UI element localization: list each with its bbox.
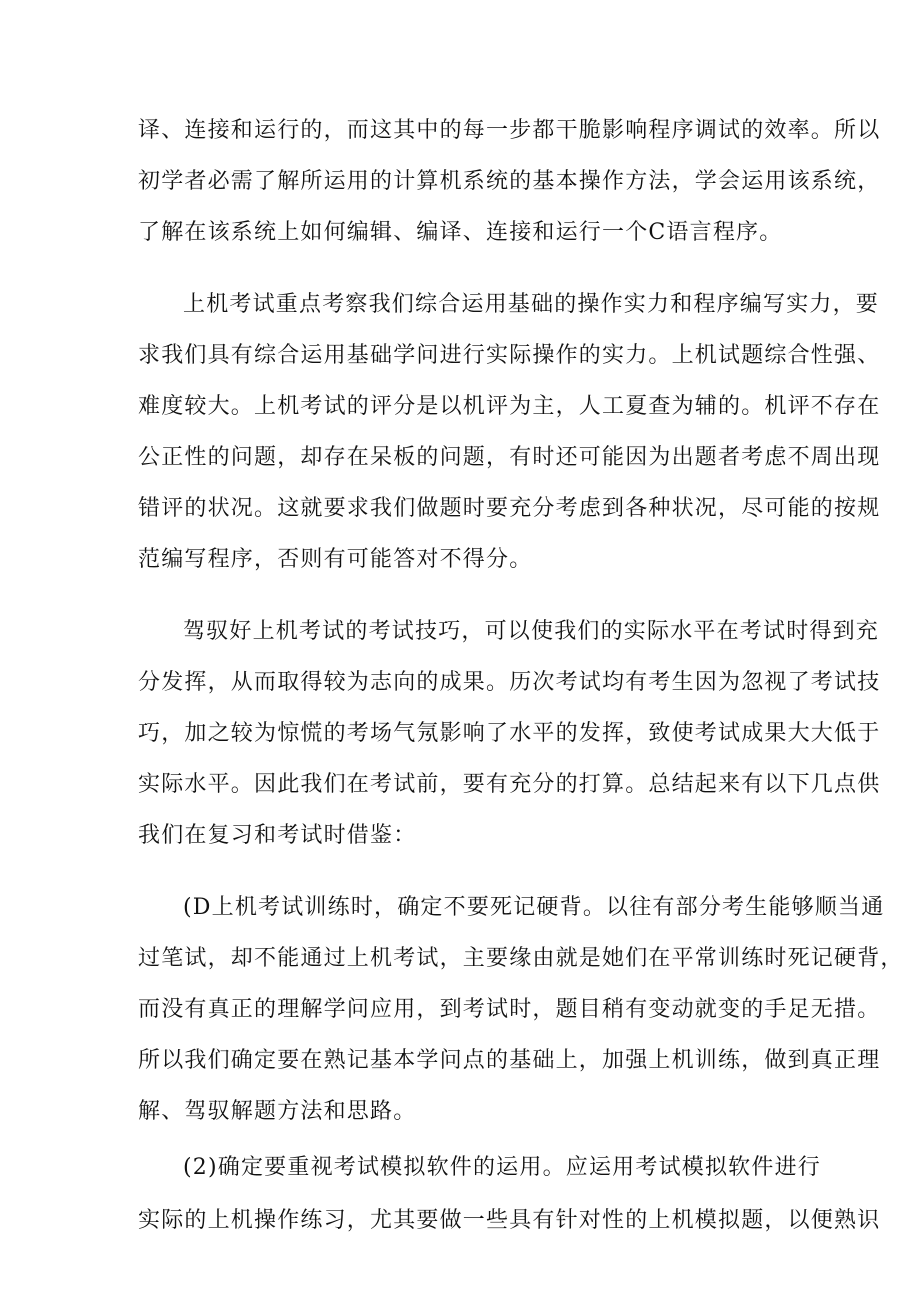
text-line: 我们在复习和考试时借鉴： [138,823,417,848]
text-line: 实际水平。因此我们在考试前，要有充分的打算。总结起来有以下几点供 [138,772,881,797]
text-line: 过笔试，却不能通过上机考试，主要缘由就是她们在平常训练时死记硬背， [138,946,904,971]
text-line: 上机考试重点考察我们综合运用基础的操作实力和程序编写实力，要 [183,292,880,317]
text-line: 驾驭好上机考试的考试技巧，可以使我们的实际水平在考试时得到充 [183,619,880,644]
text-line: 了解在该系统上如何编辑、编译、连接和运行一个C语言程序。 [138,220,783,245]
text-line: 所以我们确定要在熟记基本学问点的基础上，加强上机训练，做到真正理 [138,1048,881,1073]
text-line: 初学者必需了解所运用的计算机系统的基本操作方法，学会运用该系统， [138,169,881,194]
text-line: 范编写程序，否则有可能答对不得分。 [138,547,533,572]
text-line: 而没有真正的理解学问应用，到考试时，题目稍有变动就变的手足无措。 [138,997,881,1022]
text-line: 解、驾驭解题方法和思路。 [138,1099,417,1124]
text-line: (2)确定要重视考试模拟软件的运用。应运用考试模拟软件进行 [183,1155,821,1180]
text-line: 求我们具有综合运用基础学问进行实际操作的实力。上机试题综合性强、 [138,343,881,368]
text-line: 译、连接和运行的，而这其中的每一步都干脆影响程序调试的效率。所以 [138,118,881,143]
text-line: 巧，加之较为惊慌的考场气氖影响了水平的发挥，致使考试成果大大低于 [138,721,881,746]
text-line: 错评的状况。这就要求我们做题时要充分考虑到各种状况，尽可能的按规 [138,496,881,521]
text-line: 实际的上机操作练习，尤其要做一些具有针对性的上机模拟题，以便熟识 [138,1208,881,1233]
text-line: 分发挥，从而取得较为志向的成果。历次考试均有考生因为忽视了考试技 [138,670,881,695]
text-line: (D上机考试训练时，确定不要死记硬背。以往有部分考生能够顺当通 [183,895,885,920]
text-line: 公正性的问题，却存在呆板的问题，有时还可能因为出题者考虑不周出现 [138,445,881,470]
text-line: 难度较大。上机考试的评分是以机评为主，人工夏查为辅的。机评不存在 [138,394,881,419]
